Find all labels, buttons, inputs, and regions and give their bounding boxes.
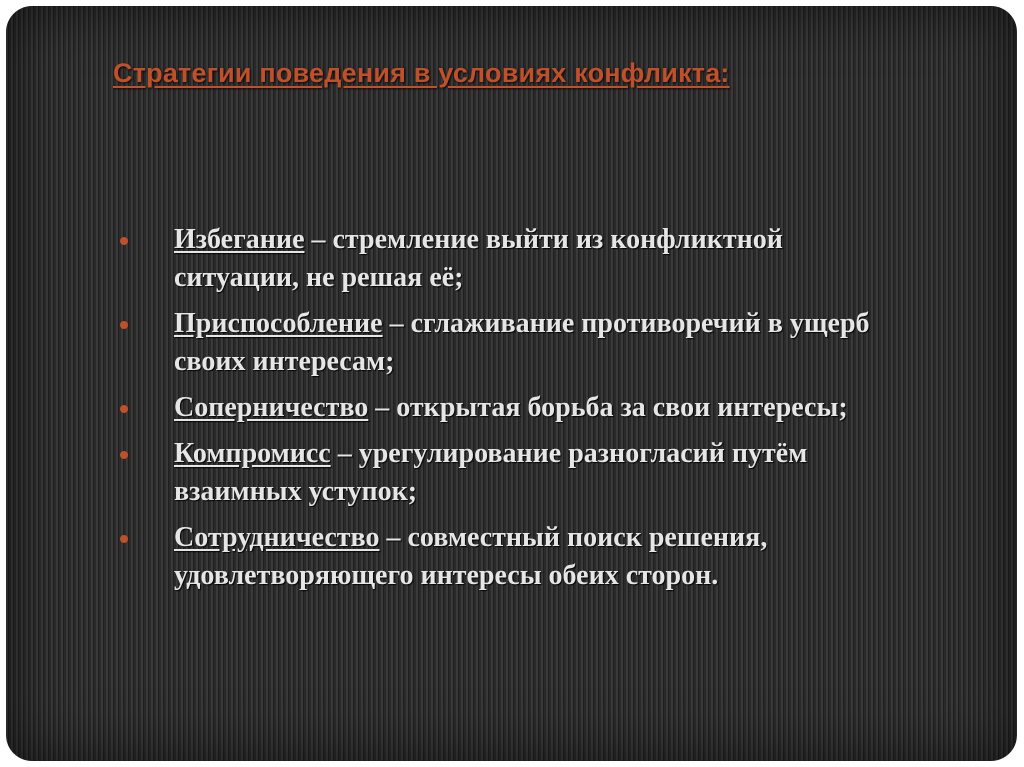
strategy-list (114, 221, 914, 603)
strategy-description: – открытая борьба за свои интересы; (368, 392, 848, 423)
strategy-description: – совместный поиск решения, удовлетворяющего интересы обеих сторон. (174, 522, 768, 591)
strategy-term: Компромисс (174, 438, 331, 469)
slide-title: Стратегии поведения в условиях конфликта: (113, 58, 730, 88)
strategy-term: Избегание (174, 224, 305, 255)
strategy-term: Сотрудничество (174, 522, 380, 553)
bullet-icon (120, 451, 128, 459)
list-item (114, 221, 914, 297)
bullet-icon (120, 237, 128, 245)
list-item (114, 305, 914, 381)
strategy-term: Соперничество (174, 392, 369, 423)
strategy-term: Приспособление (174, 308, 383, 339)
strategy-description: – сглаживание противоречий в ущерб своих интересам; (174, 308, 870, 377)
list-item (114, 519, 914, 595)
list-item (114, 389, 914, 427)
bullet-icon (120, 535, 128, 543)
bullet-icon (120, 321, 128, 329)
strategy-description: – урегулирование разногласий путём взаимных уступок; (174, 438, 808, 507)
bullet-icon (120, 405, 128, 413)
strategy-description: – стремление выйти из конфликтной ситуации, не решая её; (174, 224, 783, 293)
slide (6, 6, 1017, 761)
list-item (114, 435, 914, 511)
